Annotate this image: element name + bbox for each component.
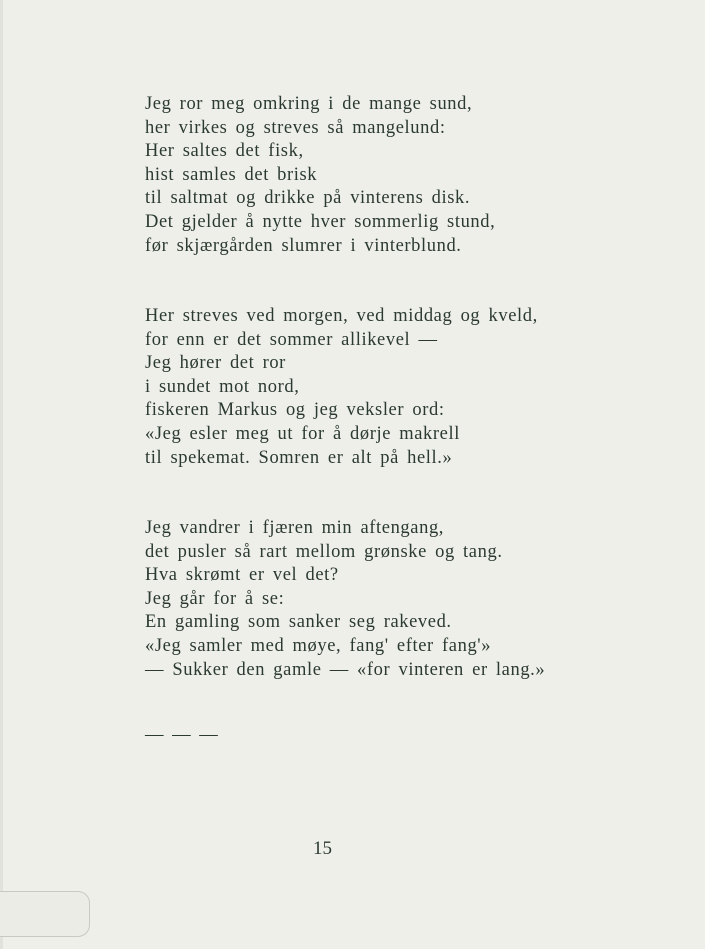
verse-line: for enn er det sommer allikevel —: [145, 329, 438, 350]
verse-line: — Sukker den gamle — «for vinteren er lang.»: [145, 659, 546, 680]
verse-line: Jeg hører det ror: [145, 353, 286, 374]
verse-line: til saltmat og drikke på vinterens disk.: [145, 188, 471, 209]
verse-line: fiskeren Markus og jeg veksler ord:: [145, 400, 445, 421]
verse-line: Det gjelder å nytte hver sommerlig stund,: [145, 211, 496, 232]
verse-line: i sundet mot nord,: [145, 376, 300, 397]
page-tab: [0, 891, 90, 937]
page-number: 15: [313, 838, 332, 859]
page-edge: [0, 0, 3, 949]
section-separator: — — —: [145, 725, 220, 745]
verse-line: til spekemat. Somren er alt på hell.»: [145, 447, 453, 468]
verse-line: hist samles det brisk: [145, 164, 318, 185]
verse-line: Jeg går for å se:: [145, 588, 285, 609]
verse-line: Her streves ved morgen, ved middag og kveld,: [145, 306, 538, 326]
verse-line: Hva skrømt er vel det?: [145, 565, 339, 586]
verse-line: «Jeg esler meg ut for å dørje makrell: [145, 423, 460, 444]
verse-line: før skjærgården slumrer i vinterblund.: [145, 235, 462, 256]
verse-line: Jeg vandrer i fjæren min aftengang,: [145, 518, 445, 538]
verse-line: En gamling som sanker seg rakeved.: [145, 612, 452, 633]
verse-line: her virkes og streves så mangelund:: [145, 117, 446, 138]
verse-line: «Jeg samler med møye, fang' efter fang'»: [145, 635, 492, 656]
stanza-2: [145, 305, 538, 470]
stanza-3: [145, 517, 545, 682]
stanza-1: [145, 93, 495, 258]
verse-line: det pusler så rart mellom grønske og tang.: [145, 541, 503, 562]
verse-line: Her saltes det fisk,: [145, 141, 304, 162]
verse-line: Jeg ror meg omkring i de mange sund,: [145, 94, 473, 114]
